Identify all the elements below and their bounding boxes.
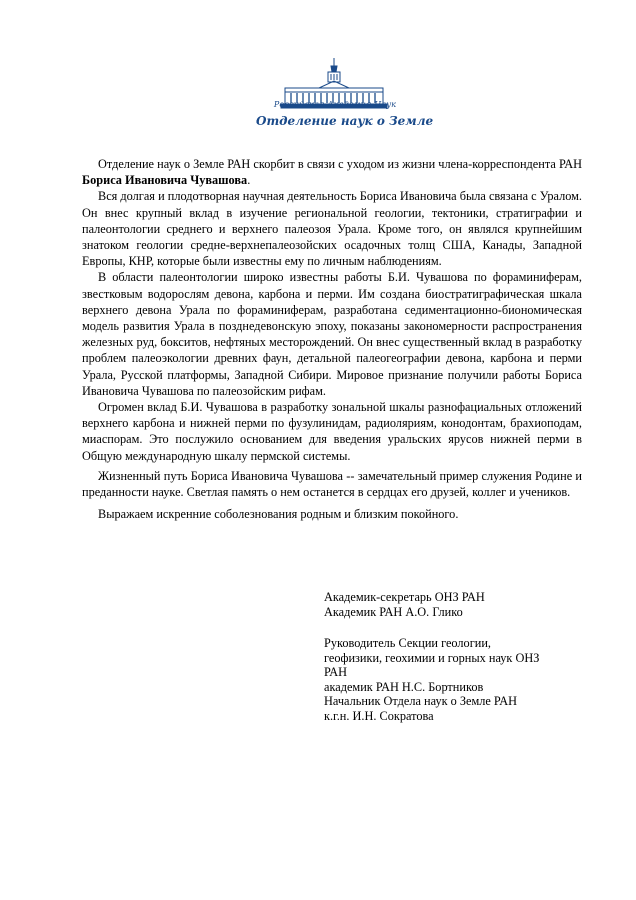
signature-line: РАН [324, 665, 348, 680]
logo-subtitle: Отделение наук о Земле [256, 114, 434, 128]
signature-line: Начальник Отдела наук о Земле РАН [324, 694, 517, 709]
announcement-end: . [247, 173, 251, 188]
header-logo [250, 56, 434, 140]
paragraph-paleontology: В области палеонтологии широко известны работы Б.И. Чувашова по фораминиферам, звестковым водорослям девона, карбона и перми. Им создана биостратиграфическая шкала верхнего девона Урала по фораминиферам, разработана седиментационно-биономическая модель развития Урала в позднедевонскую эпоху, показаны закономерности распространения железных руд, бокситов, нефтяных месторождений. Он внес существенный вклад в разработку проблем палеоэкологии древних фаун, детальной палеогеографии девона, карбона и перми Урала, Русской платформы, Западной Сибири. Мировое признание получили работы Бориса Ивановича Чувашова по палеозойским рифам. [82, 270, 582, 398]
paragraph-career: Вся долгая и плодотворная научная деятельность Бориса Ивановича была связана с Уралом. Он внес крупный вклад в изучение региональной геологии, тектоники, стратиграфии и палеонтологии среднего и верхнего палеозоя Урала. Кроме того, он являлся крупнейшим знатоком геологии средне-верхнепалеозойских осадочных толщ США, Канады, Западной Европы, КНР, которые были известны ему по личным наблюдениям. [82, 189, 582, 269]
paragraph-life: Жизненный путь Бориса Ивановича Чувашова -- замечательный пример служения Родине и преданности науке. Светлая память о нем останется в сердцах его друзей, коллег и учеников. [82, 468, 582, 500]
signature-block-section [324, 636, 584, 724]
signature-block-secretary [324, 590, 584, 619]
paragraph-condolences: Выражаем искренние соболезнования родным и близким покойного. [98, 507, 459, 522]
signature-line: геофизики, геохимии и горных наук ОНЗ [324, 650, 540, 665]
paragraph-announcement [82, 156, 582, 188]
signature-line: Академик-секретарь ОНЗ РАН [324, 590, 485, 604]
signature-line: академик РАН Н.С. Бортников [324, 679, 484, 694]
signature-line: к.г.н. И.Н. Сократова [324, 708, 434, 723]
deceased-name: Бориса Ивановича Чувашова [82, 173, 248, 188]
announcement-text: Отделение наук о Земле РАН скорбит в связи с уходом из жизни члена-корреспондента РАН [98, 157, 582, 171]
signature-line: Академик РАН А.О. Глико [324, 604, 463, 619]
logo-script-text: Российская Академия Наук [273, 100, 397, 109]
letter-body [82, 156, 582, 522]
paragraph-stratigraphy: Огромен вклад Б.И. Чувашова в разработку зональной шкалы разнофациальных отложений верхнего карбона и нижней перми по фузулинидам, радиоляриям, конодонтам, брахиоподам, миаспорам. Это послужило основанием для введения уральских ярусов нижней перми в Общую международную шкалу пермской системы. [82, 400, 582, 463]
signature-line: Руководитель Секции геологии, [324, 636, 491, 650]
